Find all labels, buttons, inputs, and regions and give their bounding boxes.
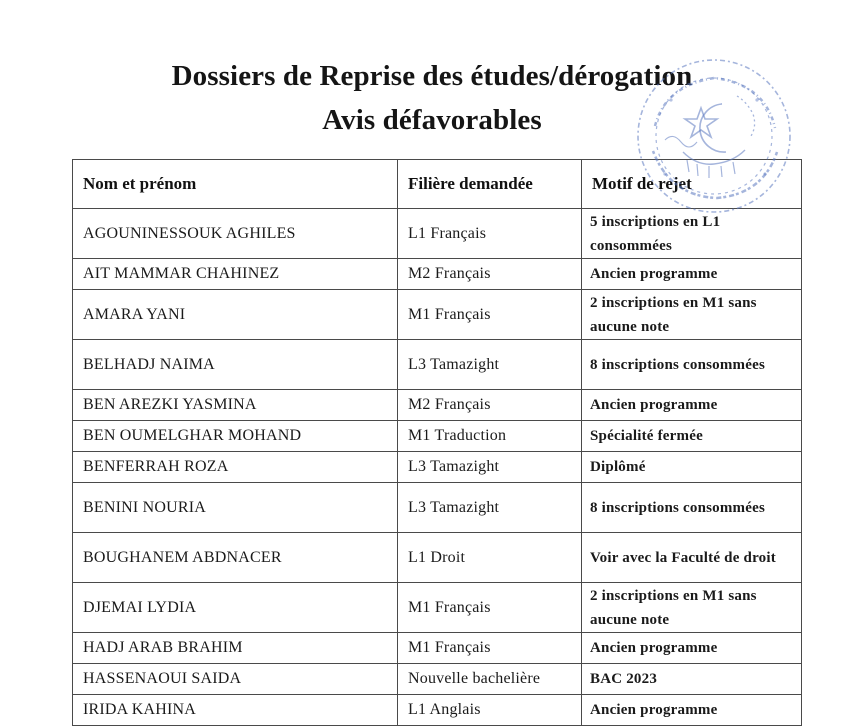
cell-filiere: L3 Tamazight <box>398 452 582 483</box>
cell-name: HADJ ARAB BRAHIM <box>73 633 398 664</box>
cell-name: BENFERRAH ROZA <box>73 452 398 483</box>
table-row <box>73 695 802 726</box>
cell-motif: Ancien programme <box>582 390 802 421</box>
cell-name: BOUGHANEM ABDNACER <box>73 533 398 583</box>
cell-motif: Ancien programme <box>582 633 802 664</box>
cell-filiere: M1 Français <box>398 290 582 340</box>
cell-name: AMARA YANI <box>73 290 398 340</box>
header-filiere: Filière demandée <box>398 160 582 209</box>
cell-name: IRIDA KAHINA <box>73 695 398 726</box>
cell-name: BENINI NOURIA <box>73 483 398 533</box>
cell-name: BEN OUMELGHAR MOHAND <box>73 421 398 452</box>
table-row <box>73 340 802 390</box>
document-subtitle: Avis défavorables <box>322 104 542 136</box>
cell-motif: 2 inscriptions en M1 sans aucune note <box>582 583 802 633</box>
cell-filiere: L3 Tamazight <box>398 483 582 533</box>
cell-filiere: L1 Anglais <box>398 695 582 726</box>
cell-filiere: L1 Français <box>398 209 582 259</box>
cell-motif: 8 inscriptions consommées <box>582 483 802 533</box>
table-row <box>73 633 802 664</box>
cell-name: BEN AREZKI YASMINA <box>73 390 398 421</box>
cell-name: BELHADJ NAIMA <box>73 340 398 390</box>
cell-motif: 5 inscriptions en L1 consommées <box>582 209 802 259</box>
table-row <box>73 664 802 695</box>
table-row <box>73 421 802 452</box>
header-motif: Motif de rejet <box>582 160 802 209</box>
cell-filiere: Nouvelle bachelière <box>398 664 582 695</box>
table-row <box>73 259 802 290</box>
header-name: Nom et prénom <box>73 160 398 209</box>
table-row <box>73 452 802 483</box>
cell-filiere: L3 Tamazight <box>398 340 582 390</box>
cell-filiere: M1 Français <box>398 633 582 664</box>
rejections-table <box>72 159 802 726</box>
cell-motif: 2 inscriptions en M1 sans aucune note <box>582 290 802 340</box>
table-row <box>73 290 802 340</box>
cell-motif: Ancien programme <box>582 695 802 726</box>
cell-motif: 8 inscriptions consommées <box>582 340 802 390</box>
table-row <box>73 483 802 533</box>
table-row <box>73 390 802 421</box>
table-row <box>73 583 802 633</box>
cell-filiere: L1 Droit <box>398 533 582 583</box>
cell-motif: Ancien programme <box>582 259 802 290</box>
cell-name: AIT MAMMAR CHAHINEZ <box>73 259 398 290</box>
cell-name: HASSENAOUI SAIDA <box>73 664 398 695</box>
cell-filiere: M2 Français <box>398 390 582 421</box>
cell-name: DJEMAI LYDIA <box>73 583 398 633</box>
cell-name: AGOUNINESSOUK AGHILES <box>73 209 398 259</box>
table-row <box>73 533 802 583</box>
cell-filiere: M1 Traduction <box>398 421 582 452</box>
table-row <box>73 209 802 259</box>
cell-filiere: M1 Français <box>398 583 582 633</box>
cell-filiere: M2 Français <box>398 259 582 290</box>
cell-motif: BAC 2023 <box>582 664 802 695</box>
cell-motif: Diplômé <box>582 452 802 483</box>
table-header-row <box>73 160 802 209</box>
cell-motif: Spécialité fermée <box>582 421 802 452</box>
cell-motif: Voir avec la Faculté de droit <box>582 533 802 583</box>
document-title: Dossiers de Reprise des études/dérogation <box>171 60 693 92</box>
